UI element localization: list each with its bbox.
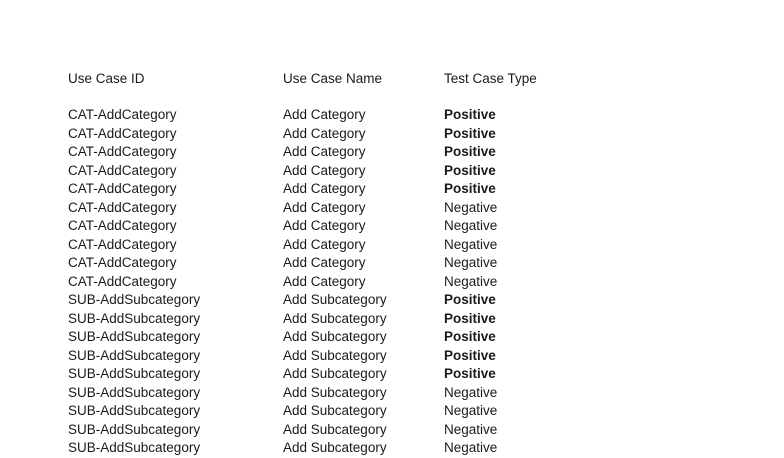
header-use-case-id: Use Case ID <box>68 71 145 86</box>
test-case-type-cell: Positive <box>444 347 496 363</box>
test-case-type-cell: Positive <box>444 292 496 307</box>
use-case-id-cell: SUB-AddSubcategory <box>68 403 201 418</box>
use-case-id-cell: CAT-AddCategory <box>68 255 177 270</box>
table-row <box>0 421 784 440</box>
test-case-type-cell: Positive <box>444 366 496 381</box>
use-case-id-cell: CAT-AddCategory <box>68 181 177 196</box>
use-case-name-cell: Add Category <box>283 125 366 141</box>
use-case-name-cell: Add Subcategory <box>283 384 387 400</box>
use-case-name-cell: Add Category <box>283 236 366 252</box>
use-case-name-cell: Add Subcategory <box>283 421 387 437</box>
use-case-id-cell: SUB-AddSubcategory <box>68 440 201 455</box>
use-case-id-cell: CAT-AddCategory <box>68 107 177 122</box>
use-case-id-cell: CAT-AddCategory <box>68 162 177 178</box>
use-case-name-cell: Add Subcategory <box>283 403 387 418</box>
test-case-type-cell: Negative <box>444 255 498 270</box>
test-case-type-cell: Negative <box>444 403 498 418</box>
use-case-name-cell: Add Category <box>283 107 366 122</box>
table-row <box>0 402 784 421</box>
table-row <box>0 125 784 144</box>
test-case-type-cell: Positive <box>444 125 496 141</box>
use-case-id-cell: SUB-AddSubcategory <box>68 366 201 381</box>
table-row <box>0 347 784 366</box>
table-row <box>0 217 784 236</box>
table-row <box>0 310 784 329</box>
test-case-type-cell: Negative <box>444 199 498 215</box>
test-case-type-cell: Negative <box>444 421 498 437</box>
use-case-id-cell: SUB-AddSubcategory <box>68 310 201 326</box>
use-case-id-cell: SUB-AddSubcategory <box>68 329 201 344</box>
table-row <box>0 254 784 273</box>
table-row <box>0 236 784 255</box>
table-row <box>0 162 784 181</box>
use-case-id-cell: CAT-AddCategory <box>68 144 177 159</box>
header-test-case-type: Test Case Type <box>444 71 537 86</box>
use-case-name-cell: Add Category <box>283 218 366 233</box>
test-case-type-cell: Positive <box>444 162 496 178</box>
test-case-type-cell: Negative <box>444 273 498 289</box>
test-case-type-cell: Positive <box>444 107 496 122</box>
use-case-id-cell: CAT-AddCategory <box>68 199 177 215</box>
use-case-id-cell: CAT-AddCategory <box>68 125 177 141</box>
use-case-name-cell: Add Category <box>283 162 366 178</box>
test-case-type-cell: Positive <box>444 181 496 196</box>
use-case-name-cell: Add Category <box>283 273 366 289</box>
use-case-id-cell: CAT-AddCategory <box>68 218 177 233</box>
use-case-name-cell: Add Category <box>283 255 366 270</box>
use-case-id-cell: SUB-AddSubcategory <box>68 292 201 307</box>
table-row <box>0 384 784 403</box>
header-use-case-name: Use Case Name <box>283 71 383 86</box>
use-case-id-cell: SUB-AddSubcategory <box>68 384 201 400</box>
use-case-name-cell: Add Subcategory <box>283 310 387 326</box>
test-case-type-cell: Positive <box>444 329 496 344</box>
table-row <box>0 439 784 458</box>
use-case-name-cell: Add Subcategory <box>283 440 387 455</box>
test-case-type-cell: Negative <box>444 440 498 455</box>
table-row <box>0 291 784 310</box>
test-case-type-cell: Negative <box>444 384 498 400</box>
test-case-type-cell: Positive <box>444 144 496 159</box>
use-case-name-cell: Add Category <box>283 181 366 196</box>
table-row <box>0 273 784 292</box>
use-case-id-cell: CAT-AddCategory <box>68 273 177 289</box>
table-row <box>0 365 784 384</box>
use-case-name-cell: Add Category <box>283 199 366 215</box>
use-case-id-cell: SUB-AddSubcategory <box>68 421 201 437</box>
use-case-name-cell: Add Subcategory <box>283 292 387 307</box>
use-case-name-cell: Add Subcategory <box>283 329 387 344</box>
table-row <box>0 199 784 218</box>
table-row <box>0 143 784 162</box>
table-row <box>0 106 784 125</box>
table-row <box>0 328 784 347</box>
use-case-name-cell: Add Subcategory <box>283 347 387 363</box>
use-case-id-cell: SUB-AddSubcategory <box>68 347 201 363</box>
table-body <box>0 106 784 458</box>
use-case-name-cell: Add Category <box>283 144 366 159</box>
use-case-id-cell: CAT-AddCategory <box>68 236 177 252</box>
test-case-type-cell: Negative <box>444 236 498 252</box>
test-case-type-cell: Positive <box>444 310 496 326</box>
table-row <box>0 180 784 199</box>
test-case-type-cell: Negative <box>444 218 498 233</box>
use-case-name-cell: Add Subcategory <box>283 366 387 381</box>
